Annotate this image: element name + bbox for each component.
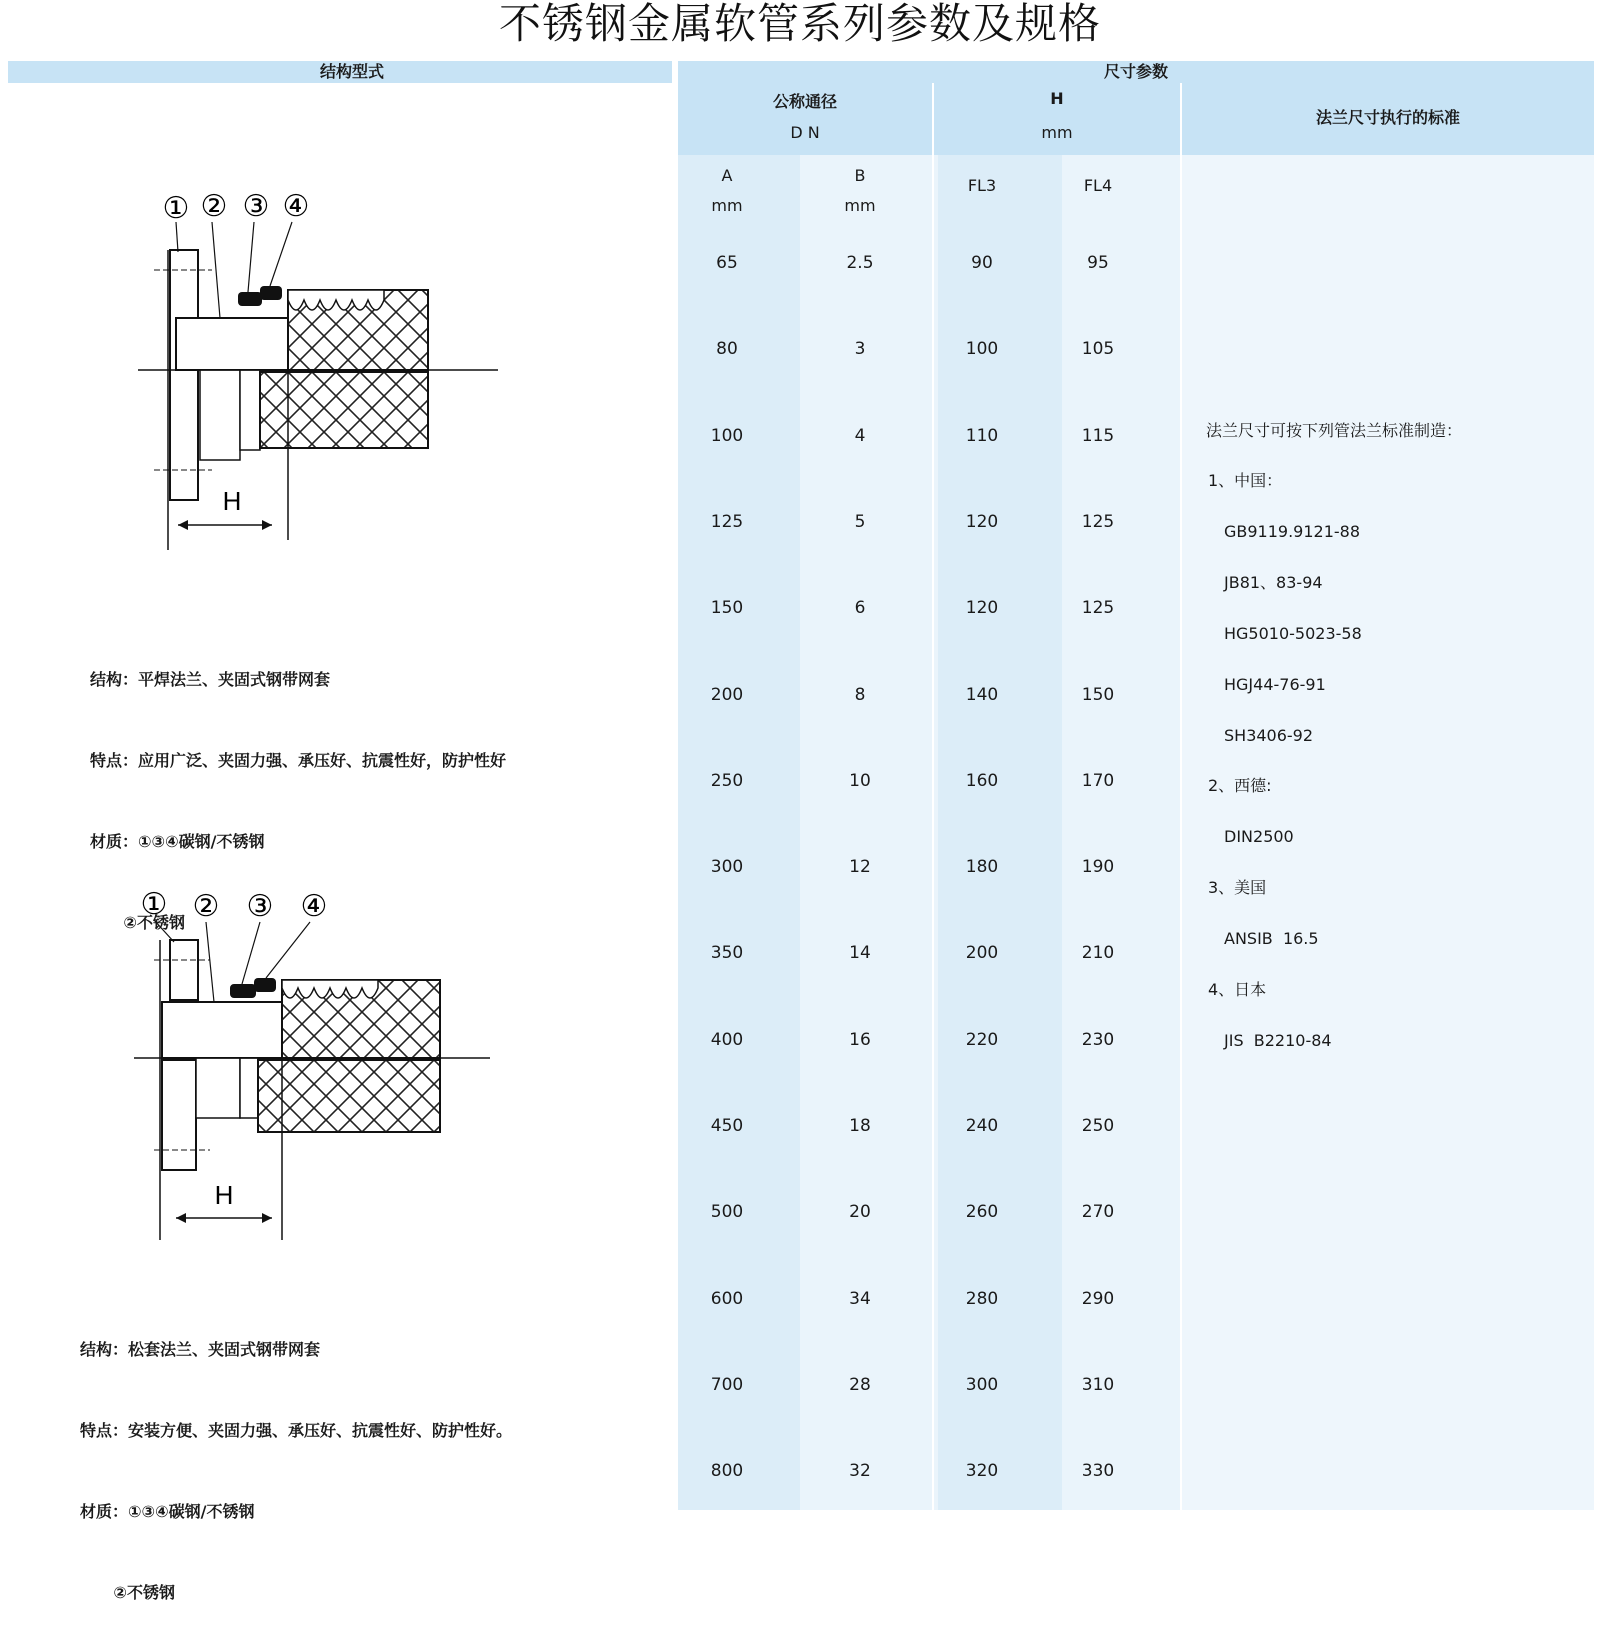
clamp — [238, 292, 262, 306]
table-cell: 230 — [1081, 1029, 1115, 1050]
table-cell: 6 — [854, 598, 866, 619]
table-cell: 105 — [1081, 339, 1115, 360]
table-cell: 270 — [1081, 1202, 1115, 1223]
table-cell: 250 — [1081, 1116, 1115, 1136]
table-cell: 120 — [965, 598, 999, 619]
table-cell: 120 — [965, 511, 999, 532]
table-cell: 18 — [849, 1116, 871, 1136]
table-cell: 190 — [1081, 857, 1115, 878]
subheader-1: B mm — [844, 166, 876, 215]
table-cell: 200 — [965, 943, 999, 964]
table-cell: 240 — [965, 1116, 999, 1136]
table-cell: 14 — [849, 943, 871, 964]
h-dimension-label: H — [222, 486, 242, 516]
callout-4: ④ — [282, 189, 310, 224]
standard-item: HGJ44-76-91 — [1224, 674, 1326, 694]
callout-4: ④ — [300, 889, 328, 924]
diagram-2-description: 结构：松套法兰、夹固式钢带网套 特点：安装方便、夹固力强、承压好、抗震性好、防护性好。 材质：①③④碳钢/不锈钢 ②不锈钢 — [80, 1340, 513, 1602]
table-cell: 100 — [965, 339, 999, 360]
standard-item: ANSIB 16.5 — [1224, 929, 1319, 949]
table-cell: 32 — [849, 1461, 871, 1482]
subheader-3: FL4 — [1083, 176, 1113, 195]
spec-table — [678, 83, 1594, 1510]
table-cell: 95 — [1087, 253, 1109, 273]
structure-diagram-2 — [110, 880, 510, 1260]
pipe — [162, 1002, 282, 1058]
table-cell: 2.5 — [846, 253, 874, 273]
table-cell: 16 — [849, 1029, 871, 1050]
table-cell: 320 — [965, 1461, 999, 1482]
table-cell: 10 — [849, 770, 871, 791]
table-cell: 220 — [965, 1029, 999, 1050]
table-cell: 300 — [965, 1374, 999, 1395]
table-cell: 170 — [1081, 770, 1115, 791]
table-cell: 160 — [965, 770, 999, 791]
table-cell: 110 — [965, 425, 999, 446]
braid-lower — [258, 1060, 440, 1132]
standard-item: JIS B2210-84 — [1224, 1030, 1332, 1050]
table-cell: 100 — [710, 425, 744, 446]
table-cell: 80 — [716, 339, 738, 360]
table-cell: 150 — [710, 598, 744, 619]
table-cell: 260 — [965, 1202, 999, 1223]
table-cell: 5 — [854, 511, 866, 532]
loose-flange-upper — [170, 940, 198, 1000]
table-cell: 4 — [854, 425, 866, 446]
table-cell: 28 — [849, 1374, 871, 1395]
table-cell: 310 — [1081, 1374, 1115, 1395]
subheader-2: FL3 — [967, 176, 997, 195]
page-title: 不锈钢金属软管系列参数及规格 — [498, 0, 1101, 48]
callout-3: ③ — [242, 189, 270, 224]
table-cell: 350 — [710, 943, 744, 964]
table-cell: 125 — [710, 511, 744, 532]
pipe — [176, 318, 288, 370]
flange — [170, 250, 198, 500]
table-cell: 250 — [710, 770, 744, 791]
standard-item: DIN2500 — [1224, 827, 1294, 847]
standard-item: 3、美国 — [1208, 878, 1267, 898]
separator — [1180, 83, 1182, 1510]
table-cell: 20 — [849, 1202, 871, 1223]
standard-item: 4、日本 — [1208, 980, 1267, 999]
subheader-0: A mm — [711, 166, 743, 215]
table-cell: 290 — [1081, 1288, 1115, 1309]
callout-2: ② — [192, 889, 220, 924]
table-cell: 125 — [1081, 598, 1115, 619]
table-cell: 600 — [710, 1288, 744, 1309]
table-cell: 8 — [854, 684, 866, 705]
diagram-1-description: 结构：平焊法兰、夹固式钢带网套 特点：应用广泛、夹固力强、承压好、抗震性好，防护性好 材质：①③④碳钢/不锈钢 ②不锈钢 — [90, 670, 507, 932]
table-cell: 300 — [710, 857, 744, 878]
table-cell: 280 — [965, 1288, 999, 1309]
clamp — [230, 984, 256, 998]
table-cell: 450 — [710, 1116, 744, 1136]
std-header: 法兰尺寸执行的标准 — [1182, 83, 1594, 155]
standard-item: GB9119.9121-88 — [1224, 521, 1361, 541]
table-cell: 800 — [710, 1461, 744, 1482]
h-header: H mm — [934, 83, 1180, 155]
braid-lower — [260, 372, 428, 448]
callout-3: ③ — [246, 889, 274, 924]
table-cell: 210 — [1081, 943, 1115, 964]
table-cell: 500 — [710, 1202, 744, 1223]
table-cell: 700 — [710, 1374, 744, 1395]
h-dimension-label: H — [214, 1180, 234, 1210]
standard-item: SH3406-92 — [1224, 725, 1314, 745]
table-cell: 65 — [716, 253, 738, 273]
standard-item: HG5010-5023-58 — [1224, 623, 1362, 643]
table-cell: 90 — [971, 253, 993, 273]
table-cell: 34 — [849, 1288, 871, 1309]
table-cell: 400 — [710, 1029, 744, 1050]
left-header-band — [8, 61, 672, 83]
callout-1: ① — [140, 887, 168, 922]
table-cell: 12 — [849, 857, 871, 878]
table-cell: 150 — [1081, 684, 1115, 705]
left-header: 结构型式 — [320, 62, 385, 81]
table-cell: 180 — [965, 857, 999, 878]
callout-2: ② — [200, 189, 228, 224]
table-cell: 330 — [1081, 1461, 1115, 1482]
standards-intro: 法兰尺寸可按下列管法兰标准制造： — [1206, 421, 1463, 440]
loose-flange-lower — [162, 1060, 196, 1170]
dn-header: 公称通径 D N — [678, 83, 932, 155]
standard-item: 1、中国： — [1208, 471, 1283, 490]
right-header: 尺寸参数 — [1104, 62, 1169, 81]
standard-item: 2、西德: — [1208, 776, 1272, 796]
table-cell: 115 — [1081, 425, 1115, 446]
table-cell: 3 — [854, 339, 866, 360]
callout-1: ① — [162, 191, 190, 226]
standard-item: JB81、83-94 — [1224, 572, 1323, 592]
table-cell: 140 — [965, 684, 999, 705]
table-cell: 200 — [710, 684, 744, 705]
table-cell: 125 — [1081, 511, 1115, 532]
right-header-band — [678, 61, 1594, 83]
structure-diagram-1 — [120, 180, 520, 560]
